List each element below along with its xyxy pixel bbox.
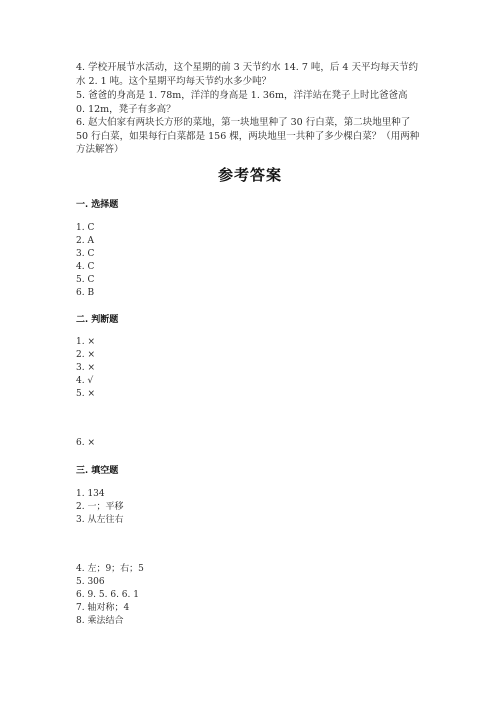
answer-item: 1. C bbox=[76, 223, 95, 233]
answer-item: 4. √ bbox=[76, 376, 94, 386]
problem-6-line-2: 50 行白菜，如果每行白菜都是 156 棵，两块地里一共种了多少棵白菜？（用两种 bbox=[76, 131, 420, 142]
problem-4-line-2: 水 2. 1 吨。这个星期平均每天节约水多少吨？ bbox=[76, 76, 272, 87]
answer-item: 6. 9. 5. 6. 6. 1 bbox=[76, 590, 139, 600]
problem-6-line-3: 方法解答） bbox=[76, 144, 124, 155]
answer-item: 4. C bbox=[76, 262, 95, 272]
answer-item: 3. × bbox=[76, 363, 95, 373]
problem-5-line-1: 5. 爸爸的身高是 1. 78m，洋洋的身高是 1. 36m，洋洋站在凳子上时比爸爸高 bbox=[76, 90, 408, 101]
answer-item: 3. 从左往右 bbox=[76, 515, 124, 525]
section-heading-fill-blank: 三. 填空题 bbox=[76, 466, 119, 476]
answer-item: 2. 一；平移 bbox=[76, 502, 124, 512]
answer-item: 6. × bbox=[76, 438, 95, 448]
answer-item: 3. C bbox=[76, 249, 95, 259]
problem-4-line-1: 4. 学校开展节水活动，这个星期的前 3 天节约水 14. 7 吨，后 4 天平均每天节约 bbox=[76, 62, 418, 73]
answer-item: 7. 轴对称；4 bbox=[76, 603, 130, 613]
answer-item: 5. × bbox=[76, 389, 95, 399]
answer-item: 5. 306 bbox=[76, 577, 105, 587]
section-heading-choice: 一. 选择题 bbox=[76, 200, 119, 210]
problem-6-line-1: 6. 赵大伯家有两块长方形的菜地，第一块地里种了 30 行白菜，第二块地里种了 bbox=[76, 117, 411, 128]
section-heading-judgement: 二. 判断题 bbox=[76, 315, 119, 325]
answer-item: 6. B bbox=[76, 288, 95, 298]
answer-item: 1. × bbox=[76, 337, 95, 347]
answer-item: 2. A bbox=[76, 236, 94, 246]
answer-key-title: 参考答案 bbox=[217, 166, 282, 184]
answer-item: 4. 左；9；右；5 bbox=[76, 564, 144, 574]
problem-5-line-2: 0. 12m，凳子有多高？ bbox=[76, 104, 176, 115]
answer-item: 1. 134 bbox=[76, 489, 105, 499]
answer-item: 8. 乘法结合 bbox=[76, 616, 124, 626]
answer-item: 2. × bbox=[76, 350, 95, 360]
answer-item: 5. C bbox=[76, 275, 95, 285]
